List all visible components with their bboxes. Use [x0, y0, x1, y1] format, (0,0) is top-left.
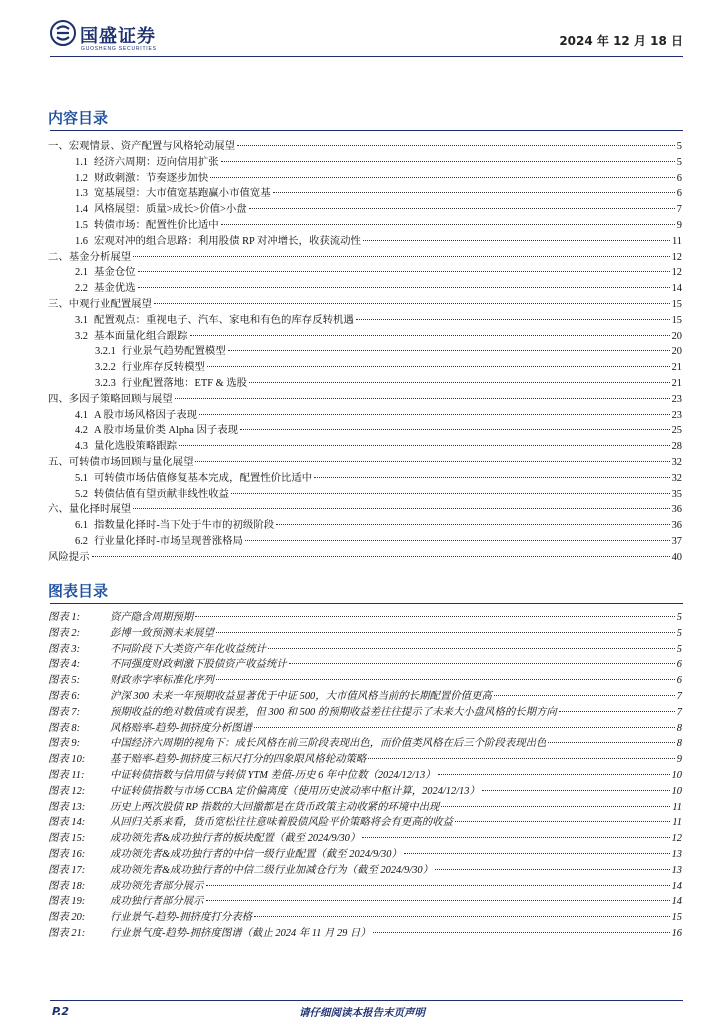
figure-entry-page: 15	[671, 912, 682, 924]
toc-entry-title: 中观行业配置展望	[68, 298, 152, 310]
toc-entry[interactable]	[48, 139, 682, 155]
dot-leader	[206, 900, 670, 901]
toc-entry-number: 3.2.2	[95, 362, 116, 374]
toc-entry-number: 4.1	[75, 409, 88, 421]
figure-entry-title: 不同强度财政刺激下股债资产收益统计	[110, 659, 287, 671]
list-of-figures	[48, 610, 682, 942]
figure-entry-page: 5	[676, 627, 682, 639]
toc-entry-page: 21	[671, 362, 682, 374]
toc-entry-title: 基金分析展望	[68, 251, 132, 263]
figure-entry-title: 基于赔率-趋势-拥挤度三标尺打分的四象限风格轮动策略	[110, 754, 367, 766]
toc-entry-number: 4.3	[75, 441, 88, 453]
dot-leader	[548, 742, 674, 743]
toc-entry-page: 35	[671, 488, 682, 500]
dot-leader	[195, 461, 669, 462]
figure-entry-label: 图表 4:	[48, 659, 81, 671]
toc-heading: 内容目录	[48, 109, 109, 127]
footer-page-number: P.2	[52, 1005, 70, 1018]
figure-entry-title: 成功领先者&成功独行者的中信一级行业配置（截至 2024/9/30）	[110, 848, 402, 860]
figure-entry[interactable]	[48, 784, 682, 800]
figure-entry-label: 图表 18:	[48, 880, 86, 892]
toc-entry[interactable]	[48, 218, 682, 234]
dot-leader	[207, 366, 670, 367]
header-divider	[50, 56, 683, 57]
toc-entry-number: 2.1	[75, 267, 88, 279]
figure-entry-page: 11	[672, 817, 682, 829]
figure-entry-label: 图表 14:	[48, 817, 86, 829]
figure-entry-title: 行业景气-趋势-拥挤度打分表格	[110, 912, 252, 924]
dot-leader	[289, 663, 675, 664]
dot-leader	[249, 382, 670, 383]
toc-entry-page: 6	[676, 172, 682, 184]
toc-entry-page: 23	[671, 409, 682, 421]
figure-entry-page: 10	[671, 769, 682, 781]
toc-entry[interactable]	[48, 518, 682, 534]
figure-entry-page: 11	[672, 801, 682, 813]
toc-entry-title: 基金仓位	[94, 267, 136, 279]
dot-leader	[249, 208, 675, 209]
toc-entry[interactable]	[48, 250, 682, 266]
figure-entry[interactable]	[48, 800, 682, 816]
toc-divider	[50, 130, 683, 131]
toc-entry-title: 可转债市场估值修复基本完成，配置性价比适中	[94, 472, 313, 484]
figure-entry-label: 图表 19:	[48, 896, 86, 908]
dot-leader	[368, 758, 675, 759]
toc-entry-number: 5.2	[75, 488, 88, 500]
toc-entry-title: 行业量化择时-市场呈现普涨格局	[94, 535, 243, 547]
toc-entry[interactable]	[48, 439, 682, 455]
figure-entry[interactable]	[48, 768, 682, 784]
toc-entry[interactable]	[48, 329, 682, 345]
figure-entry-page: 8	[676, 722, 682, 734]
toc-entry-page: 28	[671, 441, 682, 453]
toc-entry-page: 25	[671, 425, 682, 437]
dot-leader	[216, 632, 675, 633]
toc-entry-title: 指数量化择时-当下处于牛市的初级阶段	[94, 520, 275, 532]
dot-leader	[237, 145, 675, 146]
dot-leader	[404, 853, 670, 854]
toc-entry[interactable]	[48, 487, 682, 503]
toc-entry-number: 1.1	[75, 156, 88, 168]
toc-entry[interactable]	[48, 234, 682, 250]
toc-entry-number: 1.5	[75, 219, 88, 231]
figure-entry-label: 图表 3:	[48, 643, 81, 655]
toc-entry-number: 六、	[48, 504, 69, 516]
toc-entry-title: 行业库存反转模型	[121, 362, 205, 374]
dot-leader	[133, 256, 669, 257]
toc-entry-title: 宏观对冲的组合思路：利用股债 RP 对冲增长，收获流动性	[94, 235, 361, 247]
figure-entry[interactable]	[48, 689, 682, 705]
toc-entry-title: 量化选股策略跟踪	[94, 441, 178, 453]
figure-entry-label: 图表 10:	[48, 754, 86, 766]
toc-entry[interactable]	[48, 502, 682, 518]
figure-entry-page: 14	[671, 896, 682, 908]
toc-entry-title: 量化择时展望	[68, 504, 132, 516]
figure-entry-label: 图表 8:	[48, 722, 81, 734]
figure-entry-page: 9	[676, 754, 682, 766]
toc-entry-number: 3.2	[75, 330, 88, 342]
dot-leader	[435, 869, 670, 870]
dot-leader	[133, 508, 669, 509]
toc-entry[interactable]	[48, 534, 682, 550]
figure-entry-page: 6	[676, 659, 682, 671]
page-header	[50, 14, 683, 54]
figure-entry-label: 图表 17:	[48, 864, 86, 876]
figure-entry-title: 彭博一致预测未来展望	[110, 627, 214, 639]
figure-entry-title: 预期收益的绝对数值或有误差，但 300 和 500 的预期收益差往往提示了未来大小盘风格的长期方向	[110, 706, 557, 718]
figure-entry-label: 图表 6:	[48, 690, 81, 702]
toc-entry-title: 财政刺激：节奏逐步加快	[94, 172, 209, 184]
logo-mark-icon	[50, 20, 76, 46]
logo-english-text: GUOSHENG SECURITIES	[81, 46, 157, 52]
toc-entry-page: 11	[671, 235, 682, 247]
figure-entry-title: 中国经济六周期的视角下：成长风格在前三阶段表现出色，而价值类风格在后三个阶段表现出色	[110, 738, 547, 750]
toc-entry-number: 6.1	[75, 520, 88, 532]
figure-entry[interactable]	[48, 926, 682, 942]
dot-leader	[138, 287, 670, 288]
toc-entry-title: A 股市场量价类 Alpha 因子表现	[94, 425, 239, 437]
toc-entry-title: 基金优选	[94, 283, 136, 295]
dot-leader	[179, 445, 669, 446]
figure-entry-page: 5	[676, 643, 682, 655]
dot-leader	[138, 271, 670, 272]
dot-leader	[482, 790, 670, 791]
dot-leader	[245, 540, 670, 541]
toc-entry-title: 多因子策略回顾与展望	[68, 393, 173, 405]
figure-entry-title: 成功领先者&成功独行者的中信二级行业加减仓行为（截至 2024/9/30）	[110, 864, 433, 876]
toc-entry-page: 32	[671, 472, 682, 484]
toc-entry-number: 1.2	[75, 172, 88, 184]
dot-leader	[210, 177, 675, 178]
toc-entry-number: 1.3	[75, 188, 88, 200]
figure-entry-title: 资产隐含周期预期	[110, 612, 194, 623]
toc-entry-number: 1.4	[75, 204, 88, 216]
toc-entry-page: 9	[676, 219, 682, 231]
figure-entry-page: 13	[671, 848, 682, 860]
dot-leader	[494, 695, 675, 696]
toc-entry[interactable]	[48, 408, 682, 424]
figure-entry[interactable]	[48, 752, 682, 768]
figure-entry-label: 图表 16:	[48, 848, 86, 860]
toc-entry-number: 1.6	[75, 235, 88, 247]
figure-entry-page: 10	[671, 785, 682, 797]
logo-text: 国盛证券	[80, 26, 156, 47]
figure-entry-label: 图表 1:	[48, 612, 81, 623]
toc-entry-title: A 股市场风格因子表现	[94, 409, 198, 421]
dot-leader	[92, 556, 670, 557]
figure-entry-title: 风格赔率-趋势-拥挤度分析图谱	[110, 722, 252, 734]
toc-entry-title: 行业景气趋势配置模型	[121, 346, 226, 358]
figure-entry[interactable]	[48, 847, 682, 863]
toc-entry-number: 二、	[48, 251, 69, 263]
toc-entry-page: 37	[671, 535, 682, 547]
dot-leader	[276, 524, 670, 525]
dot-leader	[314, 477, 669, 478]
toc-entry[interactable]	[48, 155, 682, 171]
dot-leader	[455, 821, 670, 822]
toc-entry[interactable]	[48, 471, 682, 487]
figure-entry[interactable]	[48, 673, 682, 689]
toc-entry-title: 可转债市场回顾与量化展望	[68, 456, 194, 468]
toc-entry[interactable]	[48, 202, 682, 218]
figures-heading: 图表目录	[48, 582, 109, 600]
table-of-contents	[48, 139, 682, 566]
figure-entry-title: 行业景气度-趋势-拥挤度图谱（截止 2024 年 11 月 29 日）	[110, 927, 371, 939]
toc-entry[interactable]	[48, 455, 682, 471]
toc-entry[interactable]	[48, 344, 682, 360]
toc-entry[interactable]	[48, 186, 682, 202]
figure-entry[interactable]	[48, 610, 682, 626]
toc-entry-page: 36	[671, 504, 682, 516]
figure-entry[interactable]	[48, 642, 682, 658]
toc-entry[interactable]	[48, 313, 682, 329]
figure-entry-label: 图表 11:	[48, 769, 85, 781]
dot-leader	[254, 916, 670, 917]
toc-entry-number: 3.1	[75, 314, 88, 326]
figure-entry-page: 6	[676, 675, 682, 687]
figure-entry-title: 中证转债指数与市场 CCBA 定价偏离度（使用历史波动率中枢计算，2024/12/13）	[110, 785, 480, 797]
figure-entry[interactable]	[48, 831, 682, 847]
dot-leader	[268, 648, 675, 649]
toc-entry[interactable]	[48, 550, 682, 566]
toc-entry-title: 转债市场：配置性价比适中	[94, 219, 219, 231]
toc-entry-title: 配置观点：重视电子、汽车、家电和有色的库存反转机遇	[94, 314, 354, 326]
dot-leader	[273, 192, 675, 193]
figures-divider	[50, 603, 683, 604]
figure-entry-label: 图表 9:	[48, 738, 81, 750]
toc-entry-title: 风险提示	[48, 551, 90, 563]
dot-leader	[438, 774, 670, 775]
figure-entry-page: 7	[676, 690, 682, 702]
dot-leader	[228, 350, 670, 351]
toc-entry-page: 6	[676, 188, 682, 200]
dot-leader	[190, 335, 670, 336]
figure-entry[interactable]	[48, 815, 682, 831]
toc-entry[interactable]	[48, 423, 682, 439]
figure-entry-page: 13	[671, 864, 682, 876]
figure-entry-title: 沪深 300 未来一年预期收益显著优于中证 500，大市值风格当前的长期配置价值更高	[110, 690, 492, 702]
dot-leader	[363, 240, 670, 241]
figure-entry-label: 图表 7:	[48, 706, 81, 718]
toc-entry-number: 2.2	[75, 283, 88, 295]
toc-entry-page: 32	[671, 456, 682, 468]
dot-leader	[231, 493, 670, 494]
toc-entry-title: 行业配置落地：ETF & 选股	[121, 377, 248, 389]
figure-entry-title: 从回归关系来看，货币宽松往往意味着股债风险平价策略将会有更高的收益	[110, 817, 453, 829]
toc-entry-page: 7	[676, 204, 682, 216]
figure-entry-label: 图表 13:	[48, 801, 86, 813]
figure-entry-title: 财政赤字率标准化序列	[110, 675, 214, 687]
figure-entry[interactable]	[48, 736, 682, 752]
toc-entry-number: 3.2.1	[95, 346, 116, 358]
dot-leader	[221, 161, 675, 162]
figure-entry[interactable]	[48, 894, 682, 910]
toc-entry-page: 20	[671, 346, 682, 358]
toc-entry[interactable]	[48, 392, 682, 408]
toc-entry-page: 40	[671, 551, 682, 563]
figure-entry-title: 成功独行者部分展示	[110, 896, 204, 908]
report-date: 2024 年 12 月 18 日	[559, 34, 683, 48]
toc-entry-title: 经济六周期：迈向信用扩张	[94, 156, 219, 168]
figure-entry-label: 图表 21:	[48, 927, 86, 939]
figure-entry-title: 中证转债指数与信用债与转债 YTM 差值-历史 6 年中位数（2024/12/13）	[110, 769, 436, 781]
figure-entry-label: 图表 20:	[48, 912, 86, 924]
toc-entry-number: 5.1	[75, 472, 88, 484]
figure-entry-label: 图表 2:	[48, 627, 81, 639]
footer-divider	[50, 1000, 683, 1001]
figure-entry[interactable]	[48, 705, 682, 721]
figure-entry[interactable]	[48, 879, 682, 895]
company-logo	[50, 20, 190, 54]
figure-entry-title: 不同阶段下大类资产年化收益统计	[110, 643, 266, 655]
dot-leader	[199, 414, 670, 415]
figure-entry[interactable]	[48, 721, 682, 737]
figure-entry-label: 图表 12:	[48, 785, 86, 797]
figure-entry-page: 8	[676, 738, 682, 750]
dot-leader	[154, 303, 670, 304]
toc-entry-page: 14	[671, 283, 682, 295]
dot-leader	[216, 679, 675, 680]
toc-entry[interactable]	[48, 265, 682, 281]
toc-entry-number: 6.2	[75, 535, 88, 547]
toc-entry-number: 四、	[48, 393, 69, 405]
figure-entry-title: 成功领先者部分展示	[110, 880, 204, 892]
toc-entry-page: 21	[671, 377, 682, 389]
dot-leader	[221, 224, 675, 225]
toc-entry-page: 36	[671, 520, 682, 532]
toc-entry-page: 15	[671, 314, 682, 326]
toc-entry-title: 基本面量化组合跟踪	[94, 330, 188, 342]
dot-leader	[206, 885, 670, 886]
toc-entry-title: 风格展望：质量>成长>价值>小盘	[94, 204, 247, 216]
toc-entry[interactable]	[48, 297, 682, 313]
toc-entry-title: 宽基展望：大市值宽基跑赢小市值宽基	[94, 188, 271, 200]
toc-entry-page: 12	[671, 267, 682, 279]
figure-entry[interactable]	[48, 863, 682, 879]
figure-entry[interactable]	[48, 626, 682, 642]
footer-disclaimer: 请仔细阅读本报告末页声明	[299, 1007, 425, 1019]
dot-leader	[175, 398, 670, 399]
toc-entry-number: 4.2	[75, 425, 88, 437]
toc-entry-page: 23	[671, 393, 682, 405]
figure-entry-page: 14	[671, 880, 682, 892]
toc-entry[interactable]	[48, 376, 682, 392]
dot-leader	[195, 616, 675, 617]
toc-entry-page: 5	[676, 141, 682, 152]
dot-leader	[240, 429, 670, 430]
figure-entry-title: 历史上两次股债 RP 指数的大回撤都是在货币政策主动收紧的环境中出现	[110, 801, 440, 813]
toc-entry-number: 五、	[48, 456, 69, 468]
figure-entry-page: 12	[671, 833, 682, 845]
figure-entry-title: 成功领先者&成功独行者的板块配置（截至 2024/9/30）	[110, 833, 361, 845]
toc-entry-title: 转债估值有望贡献非线性收益	[94, 488, 230, 500]
dot-leader	[356, 319, 670, 320]
toc-entry-number: 一、	[48, 141, 69, 152]
dot-leader	[559, 711, 675, 712]
figure-entry-label: 图表 5:	[48, 675, 81, 687]
toc-entry-number: 三、	[48, 298, 69, 310]
toc-entry-page: 20	[671, 330, 682, 342]
dot-leader	[254, 727, 675, 728]
toc-entry-page: 15	[671, 298, 682, 310]
toc-entry[interactable]	[48, 171, 682, 187]
figure-entry-label: 图表 15:	[48, 833, 86, 845]
toc-entry-number: 3.2.3	[95, 377, 116, 389]
toc-entry[interactable]	[48, 281, 682, 297]
figure-entry[interactable]	[48, 657, 682, 673]
figure-entry-page: 7	[676, 706, 682, 718]
toc-entry-title: 宏观情景、资产配置与风格轮动展望	[68, 141, 236, 152]
toc-entry-page: 12	[671, 251, 682, 263]
dot-leader	[362, 837, 669, 838]
dot-leader	[373, 932, 670, 933]
toc-entry[interactable]	[48, 360, 682, 376]
figure-entry[interactable]	[48, 910, 682, 926]
figure-entry-page: 5	[676, 612, 682, 623]
dot-leader	[441, 806, 670, 807]
toc-entry-page: 5	[676, 156, 682, 168]
figure-entry-page: 16	[671, 927, 682, 939]
